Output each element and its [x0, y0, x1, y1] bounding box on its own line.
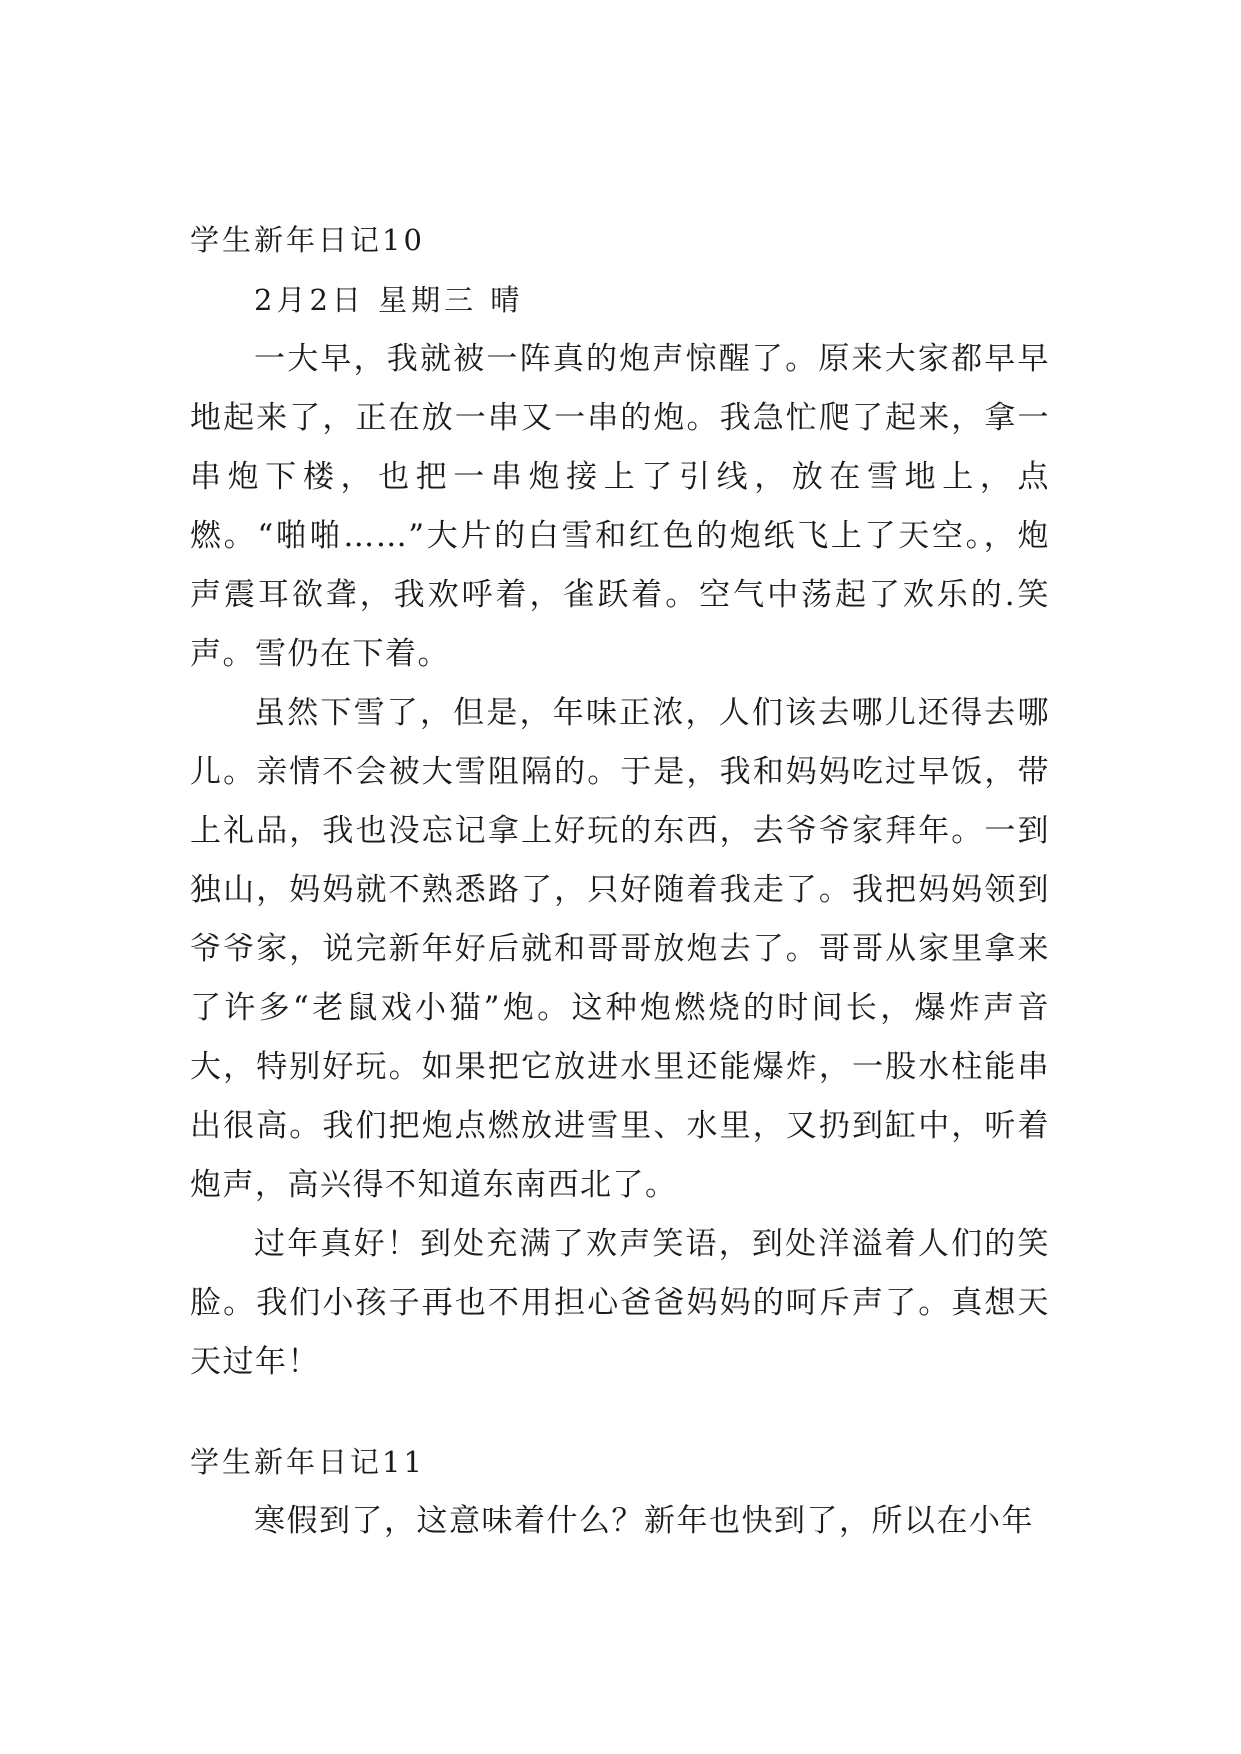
paragraph: 虽然下雪了，但是，年味正浓，人们该去哪儿还得去哪儿。亲情不会被大雪阻隔的。于是，我和妈妈吃过早饭，带上礼品，我也没忘记拿上好玩的东西，去爷爷家拜年。一到独山，妈妈就不熟悉路了，只好随着我走了。我把妈妈领到爷爷家，说完新年好后就和哥哥放炮去了。哥哥从家里拿来了许多“老鼠戏小猫”炮。这种炮燃烧的时间长，爆炸声音大，特别好玩。如果把它放进水里还能爆炸，一股水柱能串出很高。我们把炮点燃放进雪里、水里，又扔到缸中，听着炮声，高兴得不知道东南西北了。	[190, 695, 1050, 1203]
paragraph: 寒假到了，这意味着什么？新年也快到了，所以在小年	[254, 1503, 1034, 1539]
entry-date: 2月2日 星期三 晴	[254, 283, 524, 317]
paragraph: 过年真好！到处充满了欢声笑语，到处洋溢着人们的笑脸。我们小孩子再也不用担心爸爸妈妈的呵斥声了。真想天天过年！	[190, 1226, 1050, 1380]
entry-title: 学生新年日记10	[190, 223, 425, 257]
entry-title: 学生新年日记11	[190, 1445, 425, 1479]
document-page	[190, 210, 1050, 1551]
paragraph: 一大早，我就被一阵真的炮声惊醒了。原来大家都早早地起来了，正在放一串又一串的炮。我急忙爬了起来，拿一串炮下楼，也把一串炮接上了引线，放在雪地上，点燃。“啪啪……”大片的白雪和红色的炮纸飞上了天空。，炮声震耳欲聋，我欢呼着，雀跃着。空气中荡起了欢乐的.笑声。雪仍在下着。	[190, 341, 1050, 672]
section-spacer	[190, 1392, 1050, 1432]
